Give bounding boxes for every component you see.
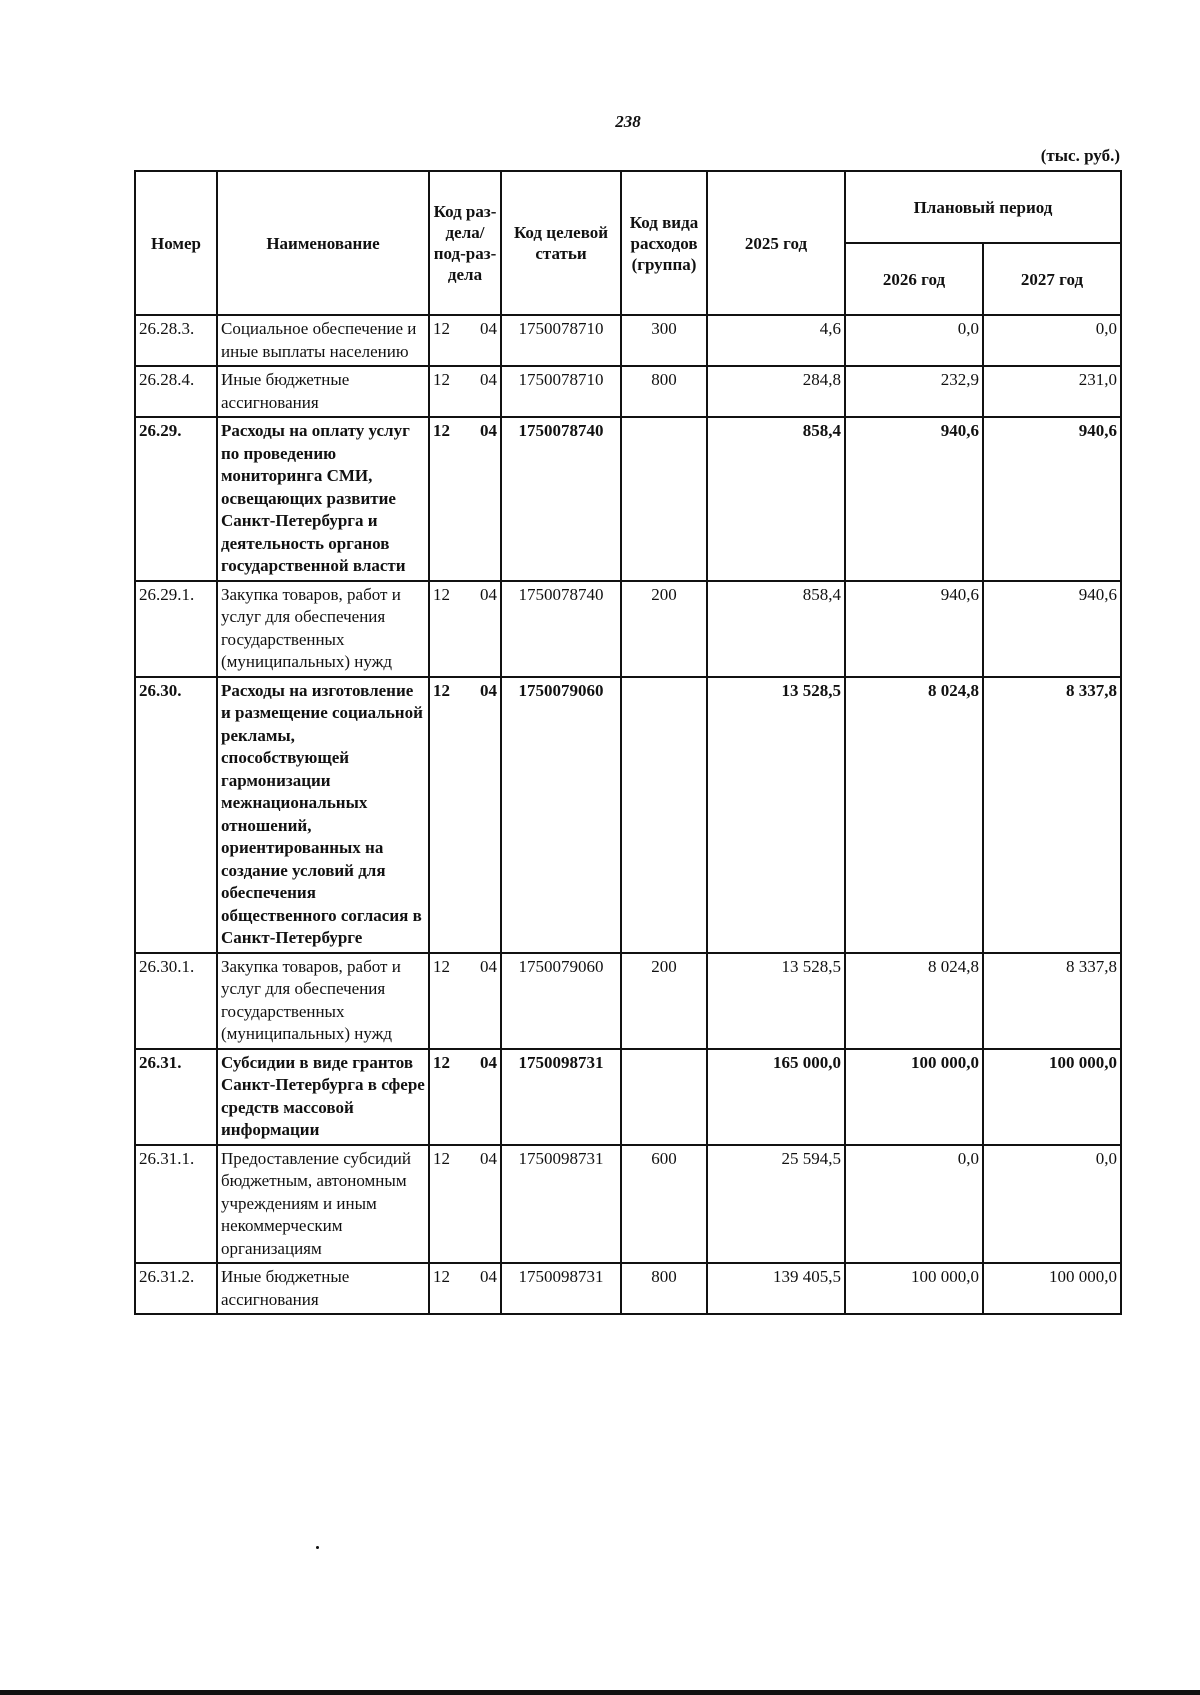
row-2027: 940,6 bbox=[983, 581, 1121, 677]
header-year-2025: 2025 год bbox=[707, 171, 845, 315]
row-section-code bbox=[429, 953, 501, 1049]
header-year-2026: 2026 год bbox=[845, 243, 983, 315]
row-2026: 940,6 bbox=[845, 417, 983, 581]
row-subsection: 04 bbox=[480, 1052, 497, 1072]
row-expense-type: 200 bbox=[621, 953, 707, 1049]
row-target-code: 1750079060 bbox=[501, 677, 621, 953]
page-number: 238 bbox=[615, 112, 641, 131]
row-section-code bbox=[429, 366, 501, 417]
row-name: Расходы на оплату услуг по проведению мониторинга СМИ, освещающих развитие Санкт-Петербурга и деятельность органов государственной власти bbox=[217, 417, 429, 581]
row-number: 26.30. bbox=[135, 677, 217, 953]
row-2027: 940,6 bbox=[983, 417, 1121, 581]
row-section: 12 bbox=[433, 421, 450, 440]
row-number: 26.29.1. bbox=[135, 581, 217, 677]
row-subsection: 04 bbox=[480, 421, 497, 440]
row-expense-type: 800 bbox=[621, 366, 707, 417]
row-section: 12 bbox=[433, 370, 450, 389]
row-section-code bbox=[429, 677, 501, 953]
row-2027: 0,0 bbox=[983, 1145, 1121, 1264]
row-2027: 100 000,0 bbox=[983, 1049, 1121, 1145]
row-expense-type: 600 bbox=[621, 1145, 707, 1264]
row-subsection: 04 bbox=[480, 370, 497, 389]
row-expense-type bbox=[621, 417, 707, 581]
table-row bbox=[135, 1263, 1121, 1314]
budget-table bbox=[134, 170, 1122, 1315]
row-section: 12 bbox=[433, 956, 450, 976]
row-section-code bbox=[429, 1049, 501, 1145]
row-2025: 4,6 bbox=[707, 315, 845, 366]
row-section-code bbox=[429, 315, 501, 366]
row-target-code: 1750078710 bbox=[501, 366, 621, 417]
row-2025: 284,8 bbox=[707, 366, 845, 417]
row-2026: 940,6 bbox=[845, 581, 983, 677]
table-row bbox=[135, 417, 1121, 581]
row-expense-type bbox=[621, 1049, 707, 1145]
units-label: (тыс. руб.) bbox=[1040, 146, 1120, 165]
row-2027: 100 000,0 bbox=[983, 1263, 1121, 1314]
row-section-code bbox=[429, 417, 501, 581]
row-target-code: 1750079060 bbox=[501, 953, 621, 1049]
row-target-code: 1750078740 bbox=[501, 581, 621, 677]
row-2025: 13 528,5 bbox=[707, 677, 845, 953]
row-subsection: 04 bbox=[480, 680, 497, 700]
row-expense-type bbox=[621, 677, 707, 953]
row-2026: 0,0 bbox=[845, 1145, 983, 1264]
row-name: Иные бюджетные ассигнования bbox=[217, 366, 429, 417]
row-2026: 232,9 bbox=[845, 366, 983, 417]
row-name: Закупка товаров, работ и услуг для обеспечения государственных (муниципальных) нужд bbox=[217, 953, 429, 1049]
row-name: Расходы на изготовление и размещение социальной рекламы, способствующей гармонизации межнациональных отношений, ориентированных на создание условий для обеспечения общественного согласия в Санкт-Петербурге bbox=[217, 677, 429, 953]
row-2025: 165 000,0 bbox=[707, 1049, 845, 1145]
row-2026: 100 000,0 bbox=[845, 1263, 983, 1314]
row-section: 12 bbox=[433, 1052, 450, 1072]
row-2025: 858,4 bbox=[707, 581, 845, 677]
row-expense-type: 200 bbox=[621, 581, 707, 677]
table-row bbox=[135, 366, 1121, 417]
row-number: 26.31. bbox=[135, 1049, 217, 1145]
row-name: Субсидии в виде грантов Санкт-Петербурга в сфере средств массовой информации bbox=[217, 1049, 429, 1145]
row-2025: 139 405,5 bbox=[707, 1263, 845, 1314]
row-2026: 8 024,8 bbox=[845, 677, 983, 953]
row-number: 26.31.1. bbox=[135, 1145, 217, 1264]
table-row bbox=[135, 581, 1121, 677]
header-target-code: Код целевой статьи bbox=[501, 171, 621, 315]
row-number: 26.31.2. bbox=[135, 1263, 217, 1314]
row-expense-type: 300 bbox=[621, 315, 707, 366]
header-section-code: Код раз-дела/ под-раз-дела bbox=[429, 171, 501, 315]
header-number: Номер bbox=[135, 171, 217, 315]
table-header bbox=[135, 171, 1121, 315]
row-section: 12 bbox=[433, 319, 450, 338]
header-planned-period: Плановый период bbox=[845, 171, 1121, 243]
row-section: 12 bbox=[433, 1267, 450, 1286]
table-row bbox=[135, 677, 1121, 953]
row-target-code: 1750098731 bbox=[501, 1049, 621, 1145]
row-name: Социальное обеспечение и иные выплаты населению bbox=[217, 315, 429, 366]
header-expense-type: Код вида расходов (группа) bbox=[621, 171, 707, 315]
header-year-2027: 2027 год bbox=[983, 243, 1121, 315]
row-2027: 231,0 bbox=[983, 366, 1121, 417]
row-name: Закупка товаров, работ и услуг для обеспечения государственных (муниципальных) нужд bbox=[217, 581, 429, 677]
row-2025: 858,4 bbox=[707, 417, 845, 581]
row-section-code bbox=[429, 1145, 501, 1264]
row-subsection: 04 bbox=[480, 1267, 497, 1286]
row-target-code: 1750098731 bbox=[501, 1145, 621, 1264]
row-section: 12 bbox=[433, 584, 450, 604]
row-section: 12 bbox=[433, 680, 450, 700]
row-number: 26.30.1. bbox=[135, 953, 217, 1049]
row-2027: 8 337,8 bbox=[983, 677, 1121, 953]
row-number: 26.28.3. bbox=[135, 315, 217, 366]
row-2026: 0,0 bbox=[845, 315, 983, 366]
header-name: Наименование bbox=[217, 171, 429, 315]
table-row bbox=[135, 1145, 1121, 1264]
row-target-code: 1750098731 bbox=[501, 1263, 621, 1314]
row-name: Иные бюджетные ассигнования bbox=[217, 1263, 429, 1314]
row-2025: 13 528,5 bbox=[707, 953, 845, 1049]
row-subsection: 04 bbox=[480, 956, 497, 976]
row-number: 26.28.4. bbox=[135, 366, 217, 417]
row-section-code bbox=[429, 1263, 501, 1314]
table-row bbox=[135, 1049, 1121, 1145]
table-row bbox=[135, 953, 1121, 1049]
row-subsection: 04 bbox=[480, 584, 497, 604]
row-name: Предоставление субсидий бюджетным, автономным учреждениям и иным некоммерческим организациям bbox=[217, 1145, 429, 1264]
row-2026: 100 000,0 bbox=[845, 1049, 983, 1145]
row-number: 26.29. bbox=[135, 417, 217, 581]
row-section: 12 bbox=[433, 1148, 450, 1168]
row-subsection: 04 bbox=[480, 1148, 497, 1168]
row-target-code: 1750078740 bbox=[501, 417, 621, 581]
row-2027: 8 337,8 bbox=[983, 953, 1121, 1049]
row-target-code: 1750078710 bbox=[501, 315, 621, 366]
row-subsection: 04 bbox=[480, 319, 497, 338]
row-expense-type: 800 bbox=[621, 1263, 707, 1314]
scan-border bbox=[0, 1690, 1200, 1695]
row-2025: 25 594,5 bbox=[707, 1145, 845, 1264]
row-2026: 8 024,8 bbox=[845, 953, 983, 1049]
row-section-code bbox=[429, 581, 501, 677]
scan-dot bbox=[316, 1546, 319, 1549]
table-body bbox=[135, 315, 1121, 1314]
table-row bbox=[135, 315, 1121, 366]
row-2027: 0,0 bbox=[983, 315, 1121, 366]
